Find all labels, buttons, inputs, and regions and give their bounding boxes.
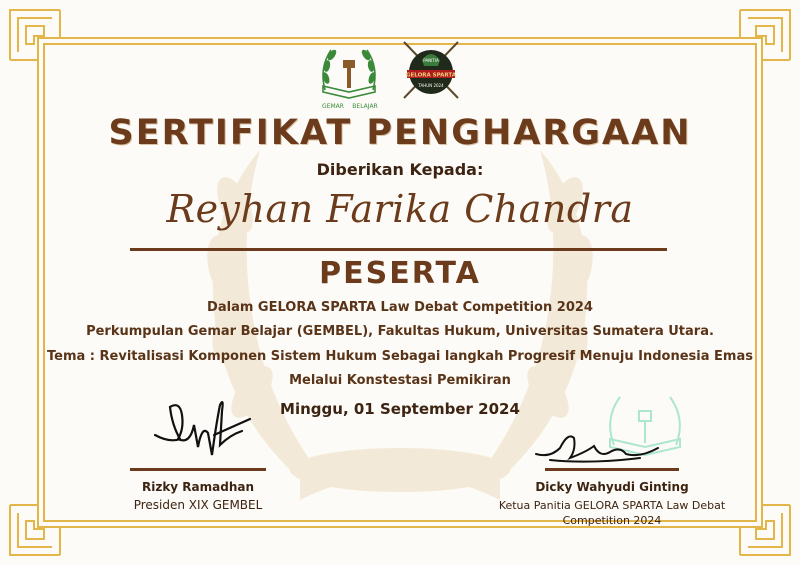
recipient-name: Reyhan Farika Chandra: [166, 187, 634, 231]
signer-position-left: Presiden XIX GEMBEL: [133, 498, 263, 512]
event-date: Minggu, 01 September 2024: [280, 400, 520, 418]
gelora-top-text: PANITIA: [423, 58, 439, 63]
event-line: Dalam GELORA SPARTA Law Debat Competition 2024: [207, 300, 593, 315]
theme-line: Tema : Revitalisasi Komponen Sistem Hukum Sebagai langkah Progresif Menuju Indonesia Emas: [46, 349, 753, 364]
name-underline: [130, 248, 667, 251]
signer-name-left: Rizky Ramadhan: [141, 480, 255, 494]
theme-line-2: Melalui Konstestasi Pemikiran: [289, 373, 511, 388]
given-to-label: Diberikan Kepada:: [316, 160, 484, 179]
signer-name-right: Dicky Wahyudi Ginting: [535, 480, 689, 494]
signer-position-right-2: Competition 2024: [562, 514, 662, 527]
gelora-sparta-logo: [398, 38, 464, 104]
gembel-right-word: BELAJAR: [352, 103, 378, 110]
gelora-bottom-text: TAHUN 2024: [418, 83, 444, 88]
gelora-banner-text: GELORA SPARTA: [406, 72, 456, 79]
signer-position-right-1: Ketua Panitia GELORA SPARTA Law Debat: [498, 499, 726, 512]
signature-line-right: [545, 468, 679, 471]
organizer-line: Perkumpulan Gemar Belajar (GEMBEL), Fakultas Hukum, Universitas Sumatera Utara.: [86, 324, 714, 339]
signature-line-left: [130, 468, 266, 471]
signature-left: [150, 395, 260, 467]
gembel-left-word: GEMAR: [322, 103, 344, 110]
recipient-role: PESERTA: [319, 256, 481, 291]
gembel-logo: [315, 38, 383, 110]
signature-right: [530, 418, 670, 468]
certificate-title: SERTIFIKAT PENGHARGAAN: [108, 113, 692, 153]
